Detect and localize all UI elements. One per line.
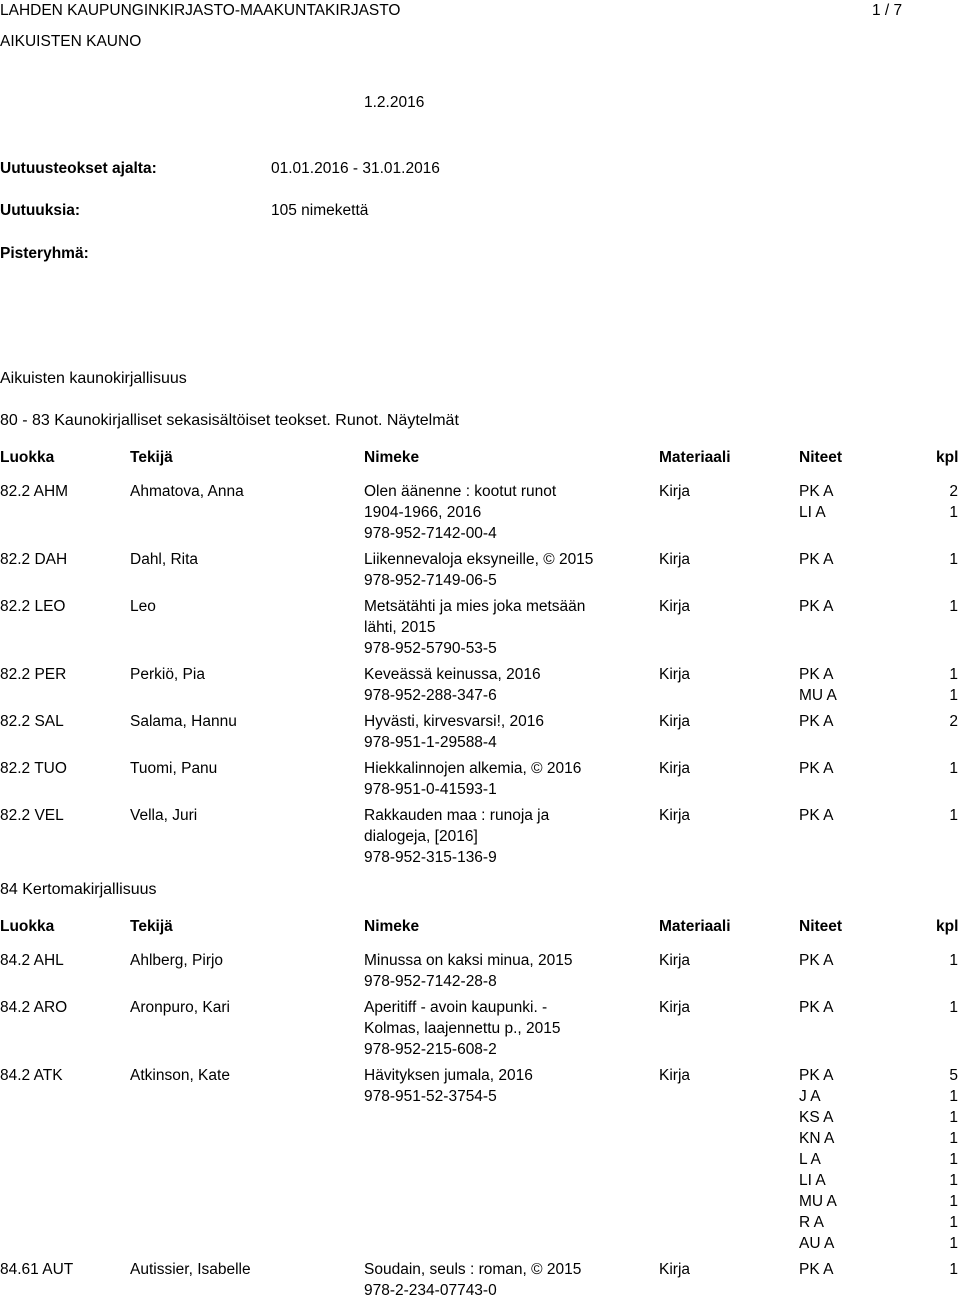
nimeke-line: dialogeja, [2016] (364, 828, 478, 845)
kpl-count: 1 (949, 807, 958, 824)
kpl-cell (948, 1065, 958, 1254)
kpl-count: 1 (949, 504, 958, 521)
niteet-location: PK A (799, 551, 834, 568)
kpl-count: 1 (949, 1235, 958, 1252)
niteet-cell (799, 711, 857, 732)
nimeke-line: Rakkauden maa : runoja ja (364, 807, 550, 824)
niteet-location: PK A (799, 598, 834, 615)
nimeke-line: Aperitiff - avoin kaupunki. - (364, 999, 548, 1016)
kpl-cell (948, 711, 958, 732)
niteet-location: PK A (799, 1067, 834, 1084)
page-number: 1 / 7 (872, 2, 903, 19)
collection-name: AIKUISTEN KAUNO (0, 33, 142, 50)
nimeke-line: 978-952-215-608-2 (364, 1041, 497, 1058)
niteet-location: L A (799, 1151, 821, 1168)
niteet-location: PK A (799, 807, 834, 824)
kpl-count: 2 (949, 713, 958, 730)
section-title: 80 - 83 Kaunokirjalliset sekasisältöiset teokset. Runot. Näytelmät (0, 412, 459, 429)
kpl-cell (948, 997, 958, 1018)
kpl-count: 1 (949, 952, 958, 969)
kpl-count: 1 (949, 1261, 958, 1278)
tekija-cell: Tuomi, Panu (130, 760, 218, 777)
niteet-location: PK A (799, 483, 834, 500)
nimeke-line: 978-951-52-3754-5 (364, 1088, 497, 1105)
luokka-cell: 82.2 SAL (0, 713, 64, 730)
niteet-cell (799, 1065, 857, 1254)
niteet-location: PK A (799, 760, 834, 777)
materiaali-cell: Kirja (659, 713, 691, 730)
nimeke-cell (364, 1065, 626, 1107)
kpl-cell (948, 805, 958, 826)
kpl-count: 1 (949, 999, 958, 1016)
niteet-location: MU A (799, 687, 837, 704)
luokka-cell: 82.2 LEO (0, 598, 66, 615)
kpl-cell (948, 758, 958, 779)
nimeke-line: 978-2-234-07743-0 (364, 1282, 497, 1299)
luokka-cell: 82.2 PER (0, 666, 67, 683)
nimeke-line: Olen äänenne : kootut runot (364, 483, 557, 500)
niteet-location: LI A (799, 504, 826, 521)
tekija-cell: Perkiö, Pia (130, 666, 205, 683)
nimeke-cell (364, 664, 626, 706)
col-luokka: Luokka (0, 449, 55, 466)
niteet-location: MU A (799, 1193, 837, 1210)
category-title: Aikuisten kaunokirjallisuus (0, 370, 187, 387)
materiaali-cell: Kirja (659, 807, 691, 824)
kpl-count: 1 (949, 760, 958, 777)
count-label: Uutuuksia: (0, 202, 81, 219)
niteet-location: KS A (799, 1109, 834, 1126)
luokka-cell: 84.2 ATK (0, 1067, 63, 1084)
nimeke-line: Kolmas, laajennettu p., 2015 (364, 1020, 561, 1037)
kpl-count: 1 (949, 1193, 958, 1210)
luokka-cell: 82.2 DAH (0, 551, 68, 568)
kpl-count: 1 (949, 666, 958, 683)
col-nimeke: Nimeke (364, 449, 420, 466)
kpl-count: 1 (949, 598, 958, 615)
materiaali-cell: Kirja (659, 483, 691, 500)
col-luokka: Luokka (0, 918, 55, 935)
col-nimeke: Nimeke (364, 918, 420, 935)
nimeke-line: Minussa on kaksi minua, 2015 (364, 952, 573, 969)
nimeke-cell (364, 549, 626, 591)
col-kpl: kpl (936, 449, 959, 466)
niteet-location: PK A (799, 1261, 834, 1278)
nimeke-line: 978-952-5790-53-5 (364, 640, 497, 657)
kpl-count: 1 (949, 1151, 958, 1168)
luokka-cell: 84.61 AUT (0, 1261, 74, 1278)
nimeke-line: Hävityksen jumala, 2016 (364, 1067, 533, 1084)
tekija-cell: Leo (130, 598, 156, 615)
materiaali-cell: Kirja (659, 760, 691, 777)
luokka-cell: 84.2 ARO (0, 999, 68, 1016)
luokka-cell: 82.2 VEL (0, 807, 64, 824)
col-materiaali: Materiaali (659, 449, 731, 466)
period-label: Uutuusteokset ajalta: (0, 160, 157, 177)
nimeke-line: 1904-1966, 2016 (364, 504, 482, 521)
nimeke-cell (364, 950, 626, 992)
nimeke-line: 978-951-1-29588-4 (364, 734, 497, 751)
kpl-count: 1 (949, 551, 958, 568)
niteet-location: R A (799, 1214, 824, 1231)
tekija-cell: Autissier, Isabelle (130, 1261, 251, 1278)
nimeke-cell (364, 481, 626, 544)
kpl-count: 1 (949, 1172, 958, 1189)
nimeke-line: 978-952-7142-00-4 (364, 525, 497, 542)
nimeke-line: Hyvästi, kirvesvarsi!, 2016 (364, 713, 545, 730)
niteet-location: KN A (799, 1130, 835, 1147)
luokka-cell: 84.2 AHL (0, 952, 64, 969)
nimeke-line: 978-951-0-41593-1 (364, 781, 497, 798)
kpl-count: 1 (949, 1088, 958, 1105)
nimeke-line: 978-952-288-347-6 (364, 687, 497, 704)
kpl-cell (948, 596, 958, 617)
library-name: LAHDEN KAUPUNGINKIRJASTO-MAAKUNTAKIRJASTO (0, 2, 401, 19)
kpl-count: 1 (949, 1109, 958, 1126)
nimeke-cell (364, 711, 626, 753)
nimeke-cell (364, 805, 626, 868)
col-materiaali: Materiaali (659, 918, 731, 935)
report-date: 1.2.2016 (364, 94, 425, 111)
niteet-location: J A (799, 1088, 821, 1105)
kpl-count: 1 (949, 1214, 958, 1231)
nimeke-cell (364, 758, 626, 800)
niteet-cell (799, 997, 857, 1018)
tekija-cell: Salama, Hannu (130, 713, 237, 730)
count-value: 105 nimekettä (271, 202, 369, 219)
materiaali-cell: Kirja (659, 666, 691, 683)
nimeke-line: Keveässä keinussa, 2016 (364, 666, 541, 683)
kpl-cell (948, 664, 958, 706)
niteet-location: AU A (799, 1235, 835, 1252)
kpl-count: 1 (949, 1130, 958, 1147)
niteet-location: PK A (799, 999, 834, 1016)
kpl-count: 2 (949, 483, 958, 500)
niteet-cell (799, 481, 857, 523)
section-title: 84 Kertomakirjallisuus (0, 881, 157, 898)
col-tekija: Tekijä (130, 449, 173, 466)
kpl-cell (948, 950, 958, 971)
nimeke-line: 978-952-7149-06-5 (364, 572, 497, 589)
niteet-cell (799, 950, 857, 971)
niteet-location: LI A (799, 1172, 826, 1189)
luokka-cell: 82.2 TUO (0, 760, 67, 777)
tekija-cell: Atkinson, Kate (130, 1067, 230, 1084)
materiaali-cell: Kirja (659, 1261, 691, 1278)
tekija-cell: Dahl, Rita (130, 551, 199, 568)
nimeke-line: Soudain, seuls : roman, © 2015 (364, 1261, 582, 1278)
tekija-cell: Ahmatova, Anna (130, 483, 244, 500)
niteet-cell (799, 1259, 857, 1280)
nimeke-cell (364, 997, 626, 1060)
kpl-cell (948, 549, 958, 570)
niteet-location: PK A (799, 666, 834, 683)
niteet-cell (799, 596, 857, 617)
nimeke-line: Liikennevaloja eksyneille, © 2015 (364, 551, 594, 568)
nimeke-line: Metsätähti ja mies joka metsään (364, 598, 586, 615)
niteet-cell (799, 805, 857, 826)
tekija-cell: Vella, Juri (130, 807, 198, 824)
col-niteet: Niteet (799, 449, 843, 466)
kpl-count: 1 (949, 687, 958, 704)
kpl-count: 5 (949, 1067, 958, 1084)
kpl-cell (948, 1259, 958, 1280)
nimeke-line: lähti, 2015 (364, 619, 436, 636)
niteet-location: PK A (799, 713, 834, 730)
materiaali-cell: Kirja (659, 598, 691, 615)
luokka-cell: 82.2 AHM (0, 483, 69, 500)
group-label: Pisteryhmä: (0, 245, 89, 262)
col-kpl: kpl (936, 918, 959, 935)
niteet-cell (799, 758, 857, 779)
nimeke-line: 978-952-7142-28-8 (364, 973, 497, 990)
niteet-cell (799, 664, 857, 706)
materiaali-cell: Kirja (659, 999, 691, 1016)
nimeke-line: Hiekkalinnojen alkemia, © 2016 (364, 760, 582, 777)
materiaali-cell: Kirja (659, 551, 691, 568)
materiaali-cell: Kirja (659, 952, 691, 969)
col-tekija: Tekijä (130, 918, 173, 935)
kpl-cell (948, 481, 958, 523)
period-value: 01.01.2016 - 31.01.2016 (271, 160, 440, 177)
tekija-cell: Ahlberg, Pirjo (130, 952, 224, 969)
nimeke-cell (364, 596, 626, 659)
col-niteet: Niteet (799, 918, 843, 935)
materiaali-cell: Kirja (659, 1067, 691, 1084)
nimeke-line: 978-952-315-136-9 (364, 849, 497, 866)
tekija-cell: Aronpuro, Kari (130, 999, 230, 1016)
niteet-location: PK A (799, 952, 834, 969)
niteet-cell (799, 549, 857, 570)
